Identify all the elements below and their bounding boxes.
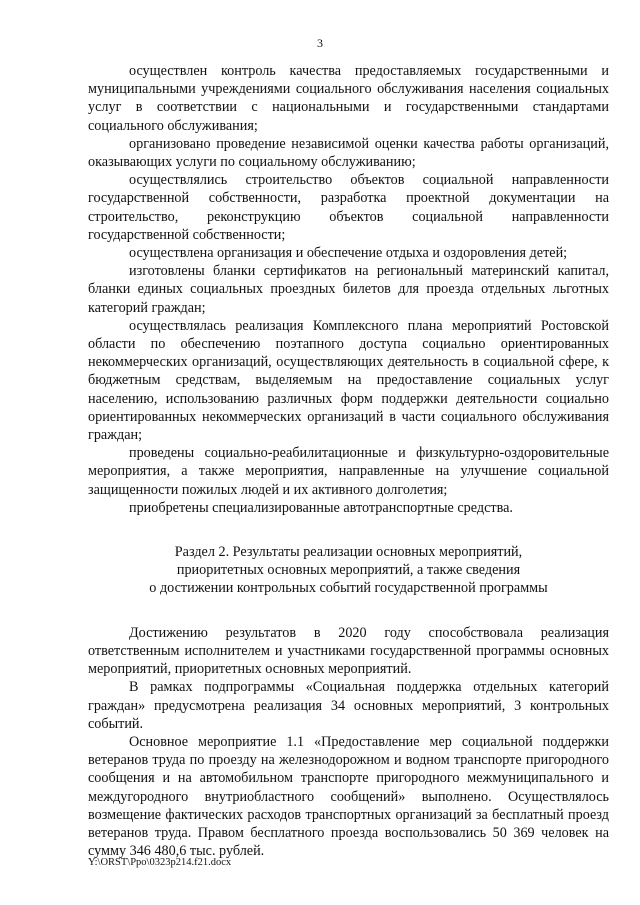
page-number: 3: [317, 36, 323, 50]
paragraph: осуществлен контроль качества предоставляемых государственными и муниципальными учреждениями социального обслуживания населения социальных услуг в соответствии с национальными и государственными стандартами социального обслуживания;: [88, 63, 609, 134]
section-heading-line: приоритетных основных мероприятий, а также сведения: [176, 562, 521, 579]
paragraph: Достижению результатов в 2020 году способствовала реализация ответственным исполнителем и участниками государственной программы основных мероприятий, приоритетных основных мероприятий.: [88, 624, 609, 678]
paragraph: осуществлена организация и обеспечение отдыха и оздоровления детей;: [129, 245, 568, 262]
footer-file-path: Y:\ORST\Ppo\0323p214.f21.docx: [88, 857, 232, 868]
paragraph: организовано проведение независимой оценки качества работы организаций, оказывающих услуги по социальному обслуживанию;: [88, 135, 609, 171]
paragraph: изготовлены бланки сертификатов на региональный материнский капитал, бланки единых социальных проездных билетов для проезда отдельных льготных категорий граждан;: [88, 263, 609, 316]
section-heading-line: Раздел 2. Результаты реализации основных мероприятий,: [174, 544, 523, 561]
paragraph: В рамках подпрограммы «Социальная поддержка отдельных категорий граждан» предусмотрена реализация 34 основных мероприятий, 3 контрольных событий.: [88, 679, 609, 732]
section-heading-line: о достижении контрольных событий государственной программы: [149, 580, 548, 597]
paragraph: осуществлялись строительство объектов социальной направленности государственной собственности, разработка проектной документации на строительство, реконструкцию объектов социальной направленности государственной собственности;: [88, 172, 609, 243]
document-body: [88, 62, 609, 860]
paragraph: приобретены специализированные автотранспортные средства.: [129, 499, 513, 516]
paragraph: Основное мероприятие 1.1 «Предоставление мер социальной поддержки ветеранов труда по проезду на железнодорожном и водном транспорте пригородного сообщения и на автомобильном транспорте пригородного межмуниципального и междугородного внутриобластного сообщений» выполнено. Осуществлялось возмещение фактических расходов транспортных организаций за бесплатный проезд ветеранов труда. Правом бесплатного проезда воспользовались 50 369 человек на сумму 346 480,6 тыс. рублей.: [88, 733, 609, 860]
section-heading: [88, 543, 609, 598]
paragraph: проведены социально-реабилитационные и физкультурно-оздоровительные мероприятия, а также мероприятия, направленные на улучшение социальной защищенности пожилых людей и их активного долголетия;: [88, 445, 609, 498]
paragraph: осуществлялась реализация Комплексного плана мероприятий Ростовской области по обеспечению поэтапного доступа социально ориентированных некоммерческих организаций, осуществляющих деятельность в социальной сфере, к бюджетным средствам, выделяемым на предоставление социальных услуг населению, использованию различных форм поддержки деятельности социально ориентированных некоммерческих организаций в части социального обслуживания граждан;: [88, 317, 609, 444]
